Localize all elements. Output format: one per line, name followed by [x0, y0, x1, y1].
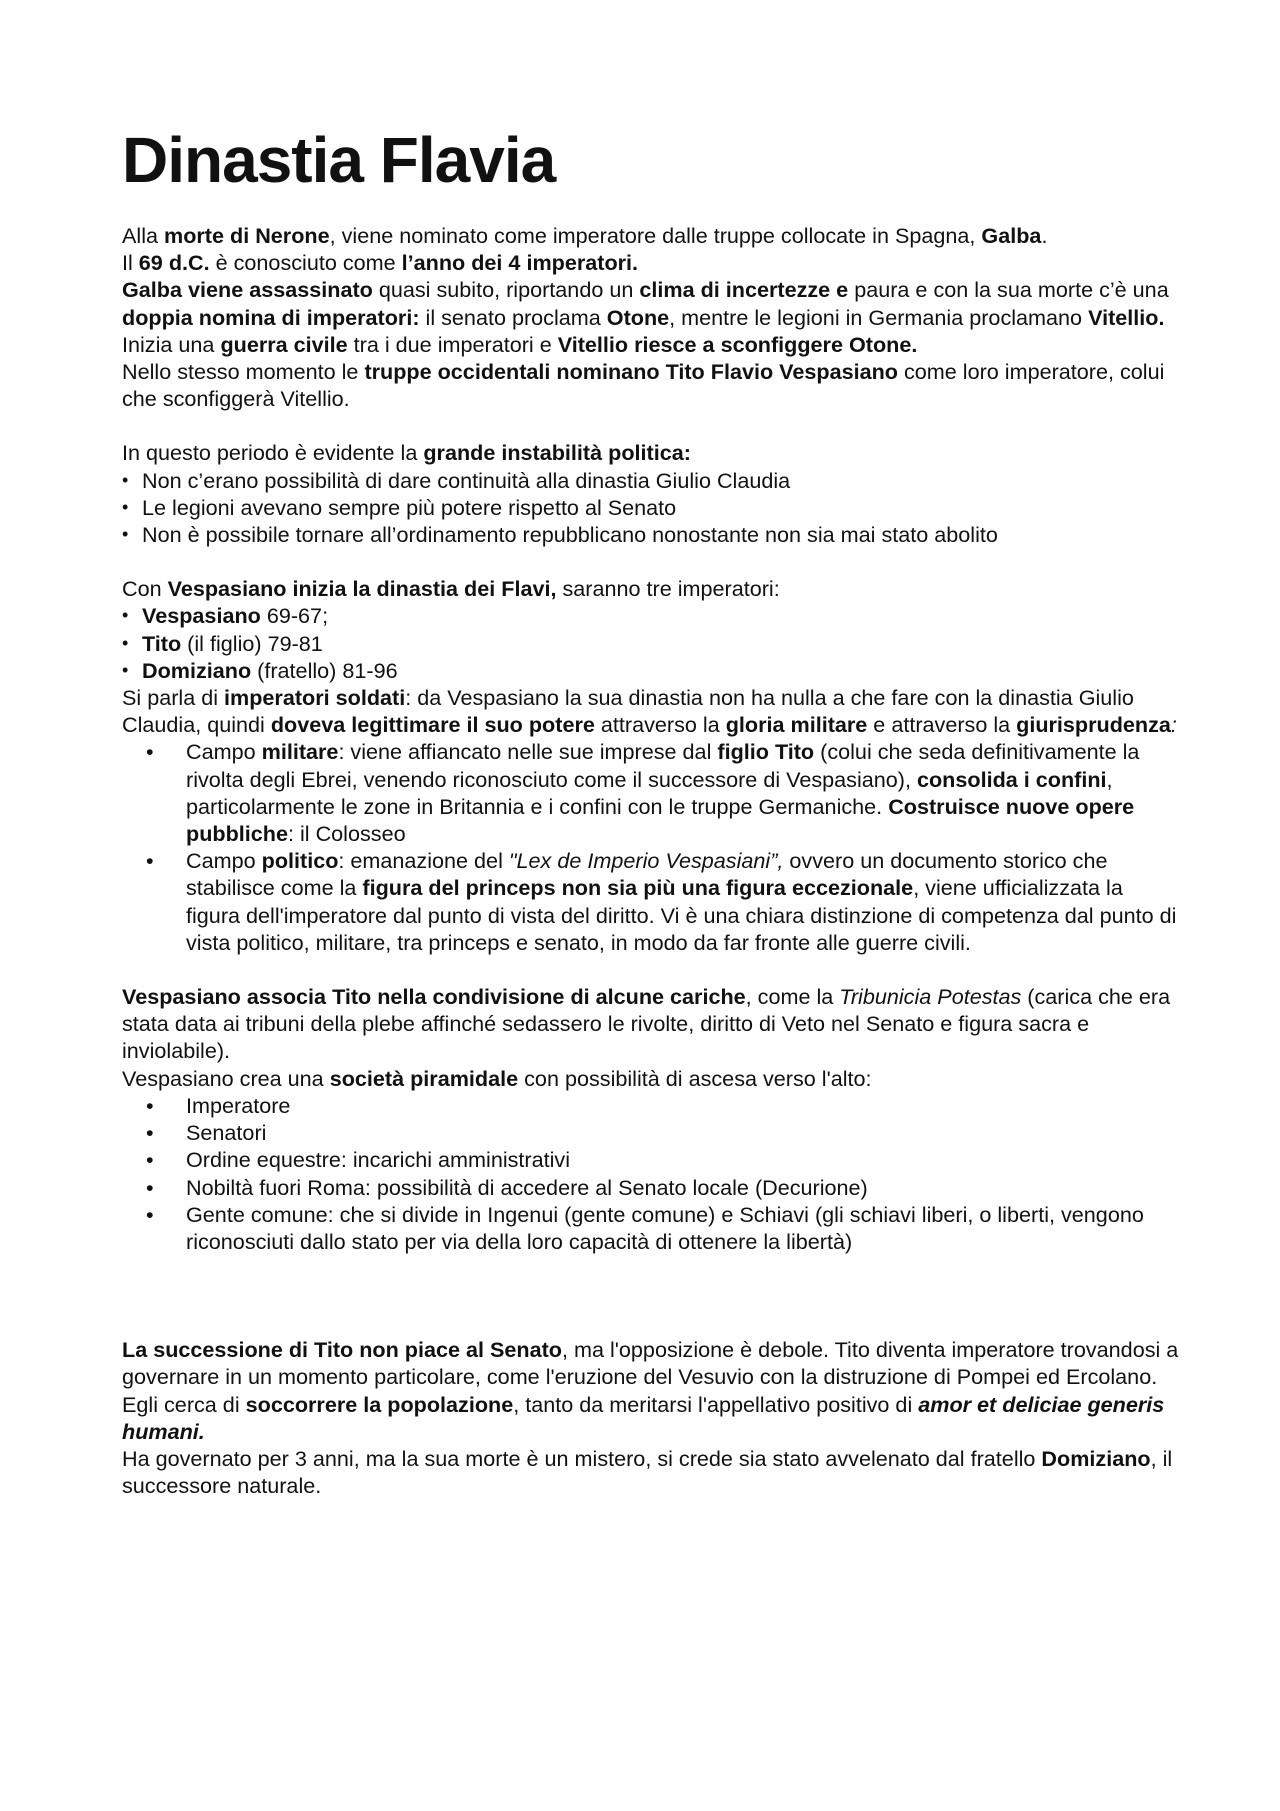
succession-paragraph-2: Egli cerca di soccorrere la popolazione, tanto da meritarsi l'appellativo positivo di amor et deliciae generis humani. [122, 1391, 1165, 1444]
list-item: • Gente comune: che si divide in Ingenui (gente comune) e Schiavi (gli schiavi liberi, o liberti, vengono riconosciuti dallo stato per via della loro capacità di ottenere la libertà) [122, 1201, 1182, 1255]
list-item: • Non è possibile tornare all’ordinamento repubblicano nonostante non sia mai stato abolito [122, 521, 1182, 548]
flavi-lead: Con Vespasiano inizia la dinastia dei Flavi, saranno tre imperatori: [122, 576, 780, 602]
list-item: • Non c’erano possibilità di dare continuità alla dinastia Giulio Claudia [122, 467, 1182, 494]
list-item-military: • Campo militare: viene affiancato nelle sue imprese dal figlio Tito (colui che seda definitivamente la rivolta degli Ebrei, venendo riconosciuto come il successore di Vespasiano), consolida i confini, particolarmente le zone in Britannia e i confini con le truppe Germaniche. Costruisce nuove opere pubbliche: il Colosseo [122, 738, 1182, 847]
list-item: • Tito (il figlio) 79-81 [122, 630, 1182, 657]
intro-line-2: Il 69 d.C. è conosciuto come l’anno dei 4 imperatori. [122, 250, 639, 276]
tito-association-paragraph: Vespasiano associa Tito nella condivisione di alcune cariche, come la Tribunicia Potestas (carica che era stata data ai tribuni della plebe affinché sedassero le rivolte, diritto di Veto nel Senato e figura sacra e inviolabile). [122, 984, 1171, 1064]
list-item: • Le legioni avevano sempre più potere rispetto al Senato [122, 494, 1182, 521]
fields-list [122, 738, 1182, 956]
intro-line-1: Alla morte di Nerone, viene nominato come imperatore dalle truppe collocate in Spagna, Galba. [122, 223, 1048, 248]
emperors-list [122, 602, 1182, 684]
succession-paragraph-1: La successione di Tito non piace al Senato, ma l'opposizione è debole. Tito diventa imperatore trovandosi a governare in un momento particolare, come l'eruzione del Vesuvio con la distruzione di Pompei ed Ercolano. [122, 1337, 1179, 1390]
document-page [122, 118, 1182, 1499]
list-item-political: • Campo politico: emanazione del "Lex de Imperio Vespasiani”, ovvero un documento storico che stabilisce come la figura del princeps non sia più una figura eccezionale, viene ufficializzata la figura dell'imperatore dal punto di vista del diritto. Vi è una chiara distinzione di competenza dal punto di vista politico, militare, tra princeps e senato, in modo da far fronte alle guerre civili. [122, 847, 1182, 956]
intro-paragraph-4: Inizia una guerra civile tra i due imperatori e Vitellio riesce a sconfiggere Otone. [122, 331, 918, 357]
intro-paragraph-5: Nello stesso momento le truppe occidentali nominano Tito Flavio Vespasiano come loro imperatore, colui che sconfiggerà Vitellio. [122, 359, 1165, 412]
document-body [122, 222, 1182, 1499]
page-title: Dinastia Flavia [122, 124, 556, 196]
instability-list [122, 467, 1182, 549]
list-item: • Nobiltà fuori Roma: possibilità di accedere al Senato locale (Decurione) [122, 1174, 1182, 1201]
list-item: • Ordine equestre: incarichi amministrativi [122, 1146, 1182, 1173]
soldier-emperors-paragraph: Si parla di imperatori soldati: da Vespasiano la sua dinastia non ha nulla a che fare con la dinastia Giulio Claudia, quindi doveva legittimare il suo potere attraverso la gloria militare e attraverso la giurisprudenza: [122, 685, 1177, 738]
instability-lead: In questo periodo è evidente la grande instabilità politica: [122, 440, 691, 466]
succession-paragraph-3: Ha governato per 3 anni, ma la sua morte è un mistero, si crede sia stato avvelenato dal fratello Domiziano, il successore naturale. [122, 1445, 1173, 1499]
list-item: • Domiziano (fratello) 81-96 [122, 657, 1182, 684]
list-item: • Vespasiano 69-67; [122, 602, 1182, 629]
list-item: • Imperatore [122, 1092, 1182, 1119]
intro-paragraph-3: Galba viene assassinato quasi subito, riportando un clima di incertezze e paura e con la sua morte c’è una doppia nomina di imperatori: il senato proclama Otone, mentre le legioni in Germania proclamano Vitellio. [122, 277, 1169, 330]
pyramid-society-lead: Vespasiano crea una società piramidale con possibilità di ascesa verso l'alto: [122, 1065, 872, 1091]
list-item: • Senatori [122, 1119, 1182, 1146]
society-list [122, 1092, 1182, 1255]
